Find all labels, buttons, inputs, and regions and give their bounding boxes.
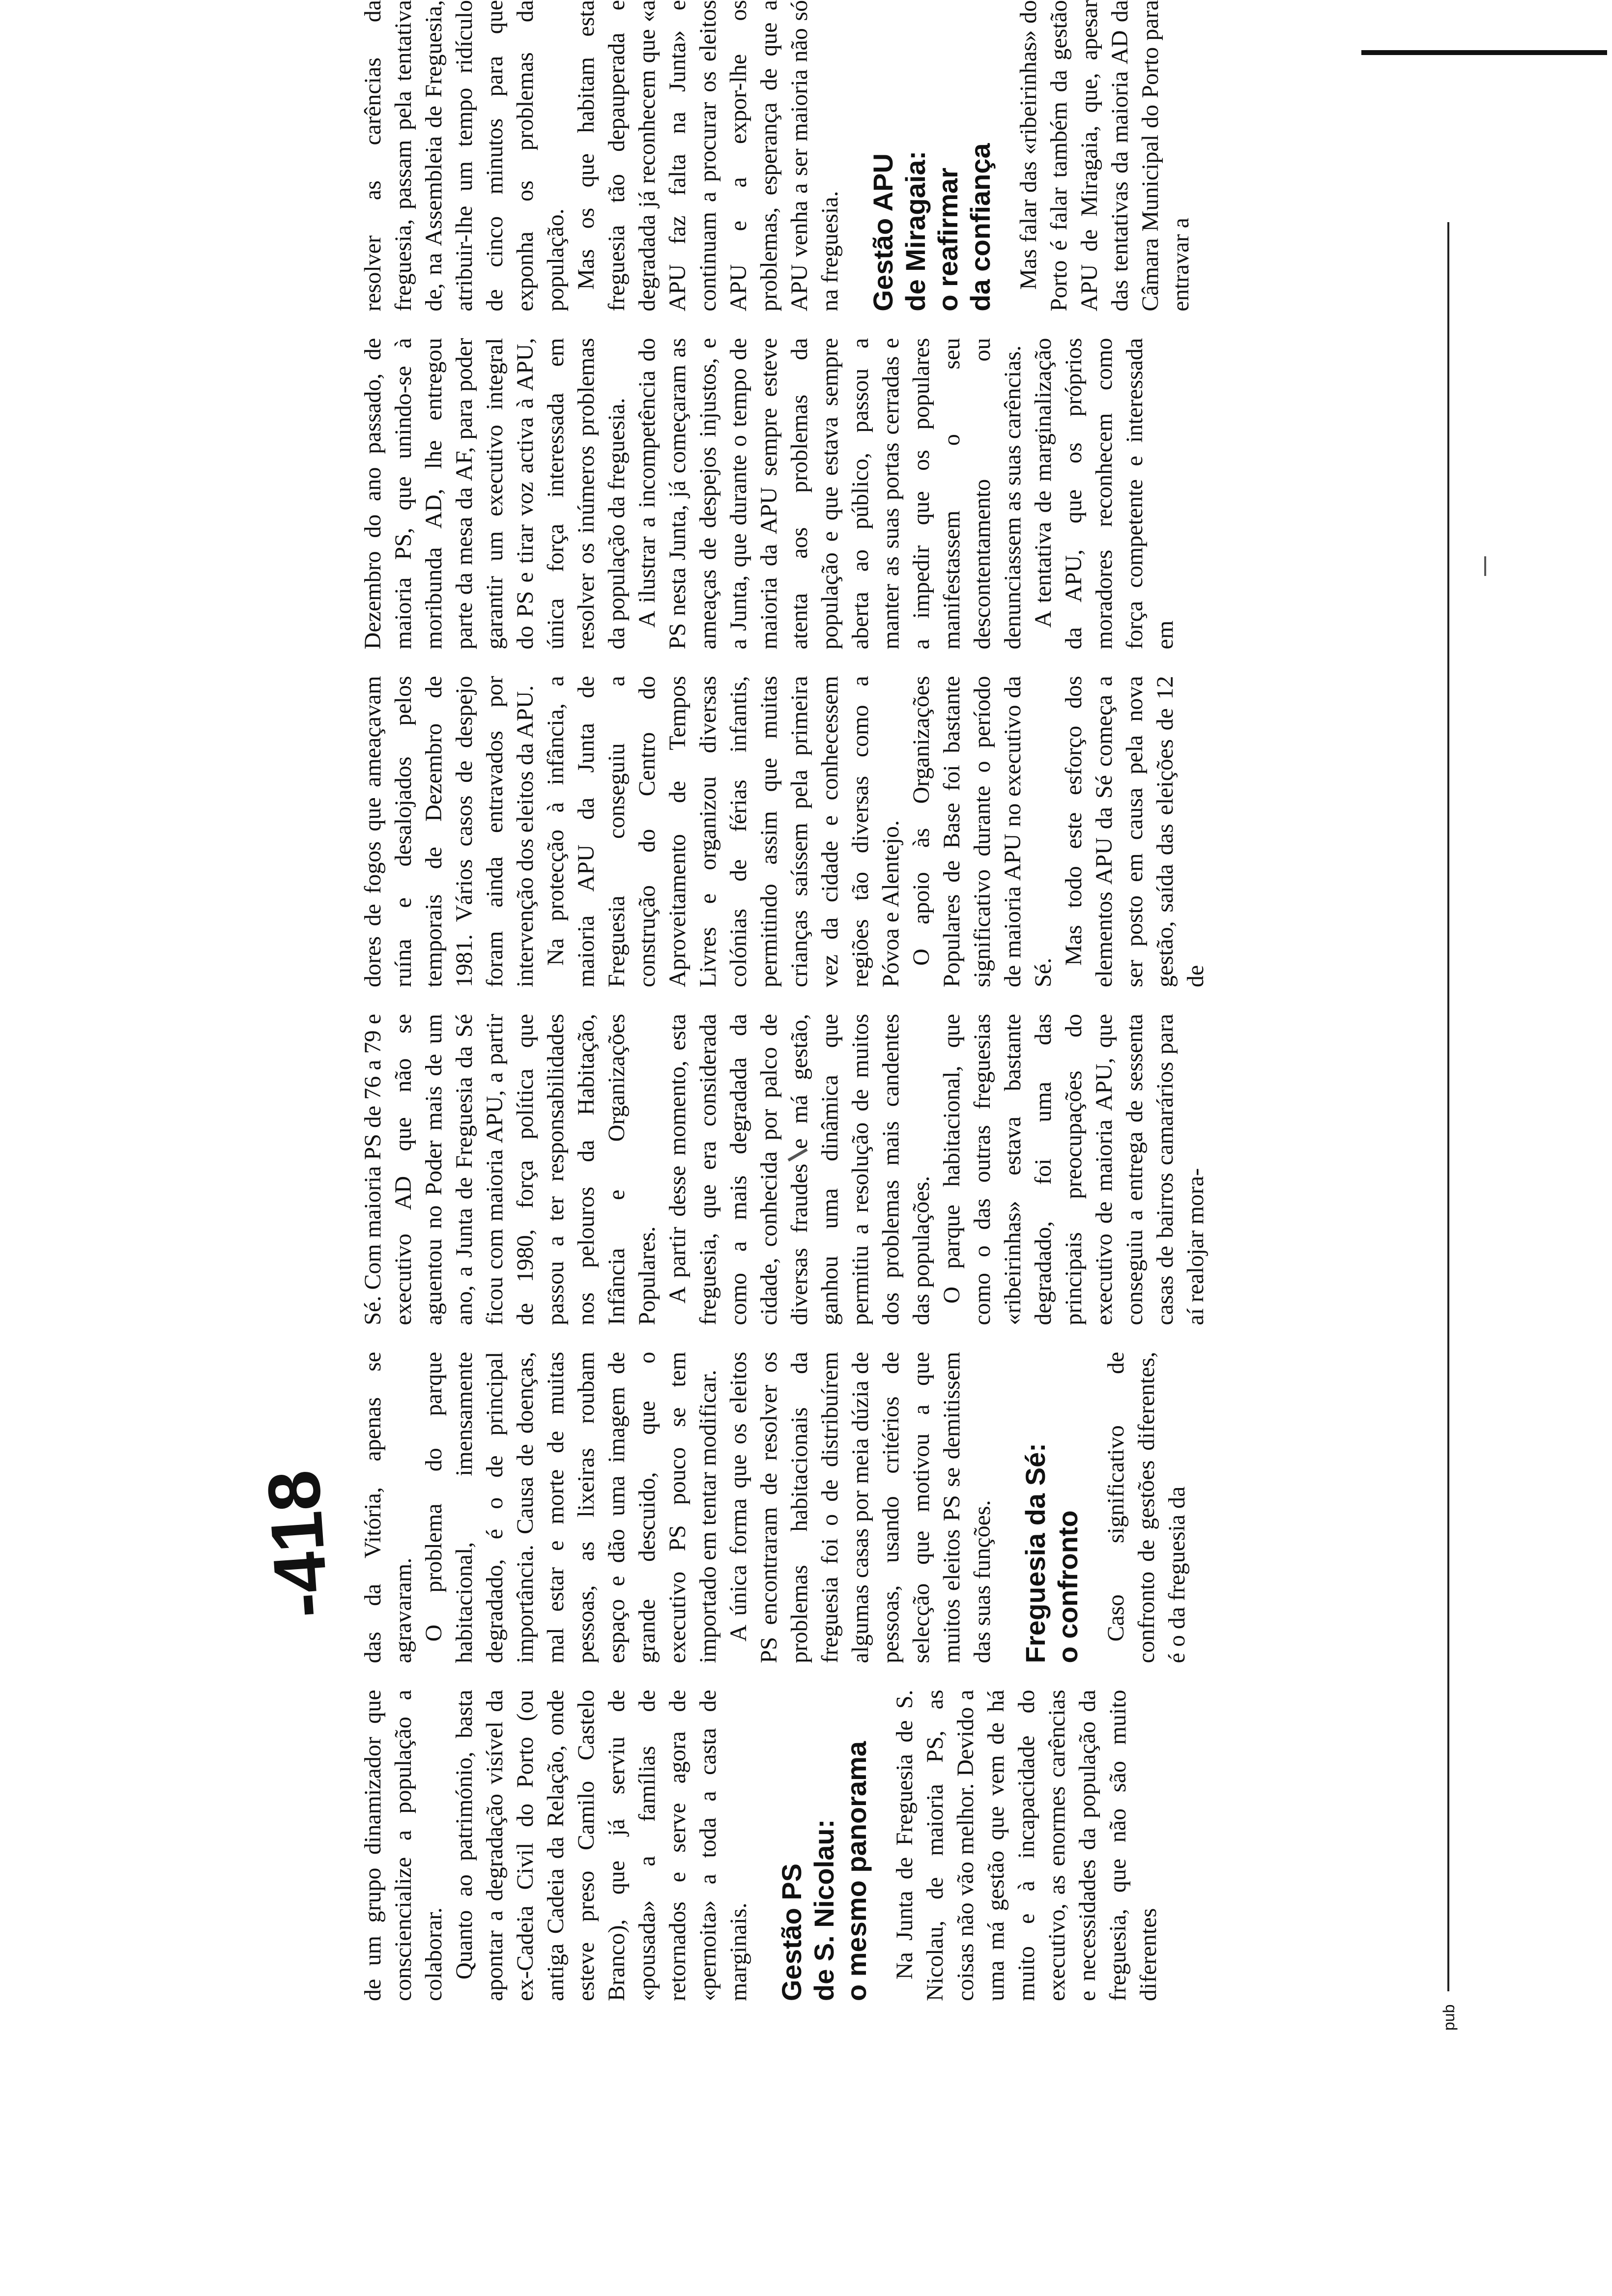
paragraph: dores de fogos que ameaçavam ruína e desalojados pelos temporais de Dezembro de 1981. Vários casos de despejo foram ainda entravados por intervenção dos eleitos da APU. — [360, 676, 538, 987]
paragraph: A única forma que os eleitos PS encontraram de resolver os problemas habitacionais da freguesia foi o de distribuírem algumas casas por meia dúzia de pessoas, usando critérios de selecção que motivou a que muitos eleitos PS se demitissem das suas funções. — [725, 1351, 995, 1664]
column-5 — [358, 338, 1370, 650]
heading-line: Gestão APU — [867, 153, 898, 312]
edge-bar — [1361, 50, 1607, 55]
paragraph: Caso significativo de confronto de gestões diferentes, é o da freguesia da — [1103, 1351, 1190, 1664]
paragraph: A tentativa de marginalização da APU, que os próprios moradores reconhecem como força competente e interessada em — [1030, 338, 1178, 650]
paragraph: resolver as carências da freguesia, passam pela tentativa de, na Assembleia de Freguesia, atribuir-lhe um tempo ridículo de cinco minutos para que exponha os problemas da população. — [360, 0, 569, 312]
page-label: pub — [1440, 2004, 1458, 2031]
heading-line: Freguesia da Sé: — [1020, 1443, 1051, 1664]
heading-line: de S. Nicolau: — [808, 1819, 839, 2001]
paragraph: O problema do parque habitacional, imensamente degradado, é o de principal importância. Causa de doenças, mal estar e morte de muitas pessoas, as lixeiras roubam espaço e dão uma imagem de grande descuido, que o executivo PS pouco se tem importado em tentar modificar. — [421, 1351, 721, 1664]
section-heading — [867, 0, 997, 312]
column-2 — [358, 1352, 1370, 1664]
heading-line: de Miragaia: — [900, 150, 931, 312]
paragraph: das da Vitória, apenas se agravaram. — [360, 1351, 416, 1664]
heading-line: o confronto — [1052, 1510, 1083, 1664]
heading-line: o reafirmar — [932, 168, 963, 312]
scan-speck — [1484, 556, 1486, 576]
heading-line: da confiança — [965, 143, 996, 312]
paragraph: Mas falar das «ribeirinhas» do Porto é falar também da gestão APU de Miragaia, que, apesar das tentativas da maioria AD da Câmara Municipal do Porto para entravar a — [1015, 0, 1194, 312]
paragraph: Na Junta de Freguesia de S. Nicolau, de maioria PS, as coisas não vão melhor. Devido a uma má gestão que vem de há muito e à incapacidade do executivo, as enormes carências e necessidades da população da freguesia, que não são muito diferentes — [892, 1690, 1161, 2001]
paragraph: de um grupo dinamizador que consciencialize a população a colaborar. — [360, 1690, 447, 2001]
bottom-rule — [1447, 222, 1449, 1991]
column-3 — [358, 1014, 1370, 1325]
column-6 — [358, 0, 1370, 312]
paragraph: A partir desse momento, esta freguesia, que era considerada como a mais degradada da cidade, conhecida por palco de diversas fraudes e má gestão, ganhou uma dinâmica que permitiu a resolução de muitos dos problemas mais candentes das populações. — [664, 1013, 934, 1325]
column-1 — [358, 1690, 1370, 2001]
paragraph: Sé. Com maioria PS de 76 a 79 e executivo AD que não se aguentou no Poder mais de um ano, a Junta de Freguesia da Sé ficou com maioria APU, a partir de 1980, força política que passou a ter responsabilidades nos pelouros da Habitação, Infância e Organizações Populares. — [360, 1013, 660, 1325]
paragraph: Dezembro do ano passado, de maioria PS, que unindo-se à moribunda AD, lhe entregou parte da mesa da AF, para poder garantir um executivo integral do PS e tirar voz activa à APU, única força interessada em resolver os inúmeros problemas da população da freguesia. — [360, 338, 630, 650]
paragraph: Quanto ao património, basta apontar a degradação visível da ex-Cadeia Civil do Porto (ou antiga Cadeia da Relação, onde esteve preso Camilo Castelo Branco), que já serviu de «pousada» a famílias de retornados e serve agora de «pernoita» a toda a casta de marginais. — [451, 1690, 751, 2001]
section-heading — [776, 1690, 873, 2001]
paragraph: A ilustrar a incompetência do PS nesta Junta, já começaram as ameaças de despejos injustos, e a Junta, que durante o tempo de maioria da APU sempre esteve atenta aos problemas da população e que estava sempre aberta ao público, passou a manter as suas portas cerradas e a impedir que os populares manifestassem o seu descontentamento ou denunciassem as suas carências. — [634, 338, 1026, 650]
heading-line: Gestão PS — [776, 1863, 807, 2001]
column-4 — [358, 676, 1370, 987]
paragraph: O apoio às Organizações Populares de Base foi bastante significativo durante o período de maioria APU no executivo da Sé. — [908, 676, 1056, 987]
paragraph: Mas todo este esforço dos elementos APU da Sé começa a ser posto em causa pela nova gestão, saída das eleições de 12 de — [1061, 676, 1209, 987]
handwritten-page-number: -418 — [251, 1467, 345, 1621]
article-body — [358, 0, 1370, 2001]
paragraph: Mas os que habitam esta freguesia tão depauperada e degradada já reconhecem que «a APU faz falta na Junta» e continuam a procurar os eleitos APU e a expor-lhe os problemas, esperança de que a APU venha a ser maioria não só na freguesia. — [573, 0, 843, 312]
section-heading — [1019, 1352, 1084, 1664]
paragraph: O parque habitacional, que como o das outras freguesias «ribeirinhas» estava bastante degradado, foi uma das principais preocupações do executivo de maioria APU, que conseguiu a entrega de sessenta casas de bairros camarários para aí realojar mora- — [939, 1013, 1209, 1325]
paragraph: Na protecção à infância, a maioria APU da Junta de Freguesia conseguiu a construção do Centro do Aproveitamento de Tempos Livres e organizou diversas colónias de férias infantis, permitindo assim que muitas crianças saíssem pela primeira vez da cidade e conhecessem regiões tão diversas como a Póvoa e Alentejo. — [543, 676, 904, 987]
heading-line: o mesmo panorama — [841, 1741, 872, 2001]
